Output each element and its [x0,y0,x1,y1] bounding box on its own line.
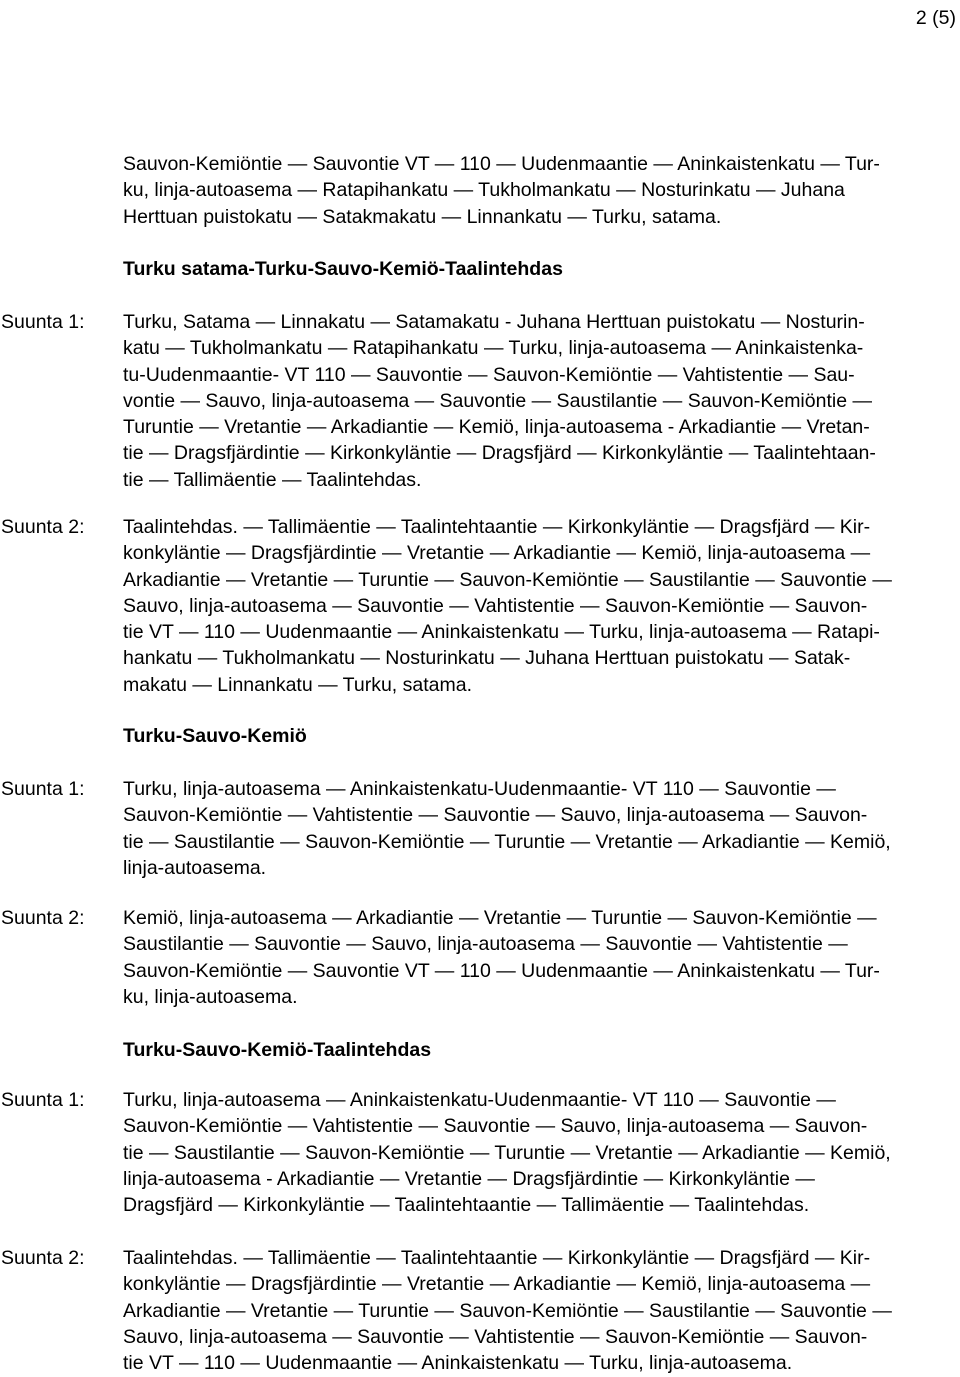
intro-paragraph [123,151,880,230]
section-heading: Turku-Sauvo-Kemiö-Taalintehdas [123,1039,432,1061]
text-line: tie VT — 110 — Uudenmaantie — Aninkaistenkatu — Turku, linja-autoasema — Ratapi- [123,621,880,644]
text-line: Taalintehdas. — Tallimäentie — Taalintehtaantie — Kirkonkyläntie — Dragsfjärd — Kir- [123,1247,871,1269]
page-number: 2 (5) [915,7,956,29]
text-line: Turku, linja-autoasema — Aninkaistenkatu-Uudenmaantie- VT 110 — Sauvontie — [123,778,836,800]
text-line: Sauvon-Kemiöntie — Sauvontie VT — 110 — Uudenmaantie — Aninkaistenkatu — Tur- [123,153,880,175]
text-line: Turku, Satama — Linnakatu — Satamakatu - Juhana Herttuan puistokatu — Nosturin- [123,311,865,333]
text-line: Sauvon-Kemiöntie — Vahtistentie — Sauvontie — Sauvo, linja-autoasema — Sauvon- [123,804,868,827]
text-line: linja-autoasema - Arkadiantie — Vretantie — Dragsfjärdintie — Kirkonkyläntie — [123,1167,815,1190]
text-line: tie VT — 110 — Uudenmaantie — Aninkaistenkatu — Turku, linja-autoasema. [123,1352,793,1375]
direction-label: Suunta 1: [1,311,85,333]
text-line: makatu — Linnankatu — Turku, satama. [123,673,473,696]
text-line: konkyläntie — Dragsfjärdintie — Vretantie — Arkadiantie — Kemiö, linja-autoasema — [123,1273,871,1296]
text-line: Saustilantie — Sauvontie — Sauvo, linja-autoasema — Sauvontie — Vahtistentie — [123,933,848,956]
text-line: Dragsfjärd — Kirkonkyläntie — Taalintehtaantie — Tallimäentie — Taalintehdas. [123,1194,810,1217]
route-description [123,905,880,1010]
text-line: tie — Dragsfjärdintie — Kirkonkyläntie — Dragsfjärd — Kirkonkyläntie — Taalintehtaan- [123,442,876,465]
text-line: Turuntie — Vretantie — Arkadiantie — Kemiö, linja-autoasema - Arkadiantie — Vretan- [123,416,870,439]
text-line: hankatu — Tukholmankatu — Nosturinkatu — Juhana Herttuan puistokatu — Satak- [123,647,851,670]
text-line: tie — Tallimäentie — Taalintehdas. [123,468,422,491]
route-description [123,514,892,698]
route-description [123,309,876,493]
direction-label: Suunta 1: [1,1089,85,1111]
text-line: Sauvon-Kemiöntie — Sauvontie VT — 110 — Uudenmaantie — Aninkaistenkatu — Tur- [123,959,880,982]
text-line: Herttuan puistokatu — Satakmakatu — Linnankatu — Turku, satama. [123,205,722,228]
section-heading: Turku satama-Turku-Sauvo-Kemiö-Taalintehdas [123,258,563,280]
route-description [123,1087,891,1218]
text-line: ku, linja-autoasema. [123,985,298,1008]
text-line: katu — Tukholmankatu — Ratapihankatu — Turku, linja-autoasema — Aninkaistenka- [123,337,864,360]
text-line: Kemiö, linja-autoasema — Arkadiantie — Vretantie — Turuntie — Sauvon-Kemiöntie — [123,907,877,929]
text-line: konkyläntie — Dragsfjärdintie — Vretantie — Arkadiantie — Kemiö, linja-autoasema — [123,542,871,565]
text-line: vontie — Sauvo, linja-autoasema — Sauvontie — Saustilantie — Sauvon-Kemiöntie — [123,389,872,412]
direction-label: Suunta 2: [1,1247,85,1269]
text-line: Arkadiantie — Vretantie — Turuntie — Sauvon-Kemiöntie — Saustilantie — Sauvontie — [123,568,892,591]
text-line: tu-Uudenmaantie- VT 110 — Sauvontie — Sauvon-Kemiöntie — Vahtistentie — Sau- [123,363,855,386]
text-line: Sauvon-Kemiöntie — Vahtistentie — Sauvontie — Sauvo, linja-autoasema — Sauvon- [123,1115,868,1138]
direction-label: Suunta 1: [1,778,85,800]
section-heading: Turku-Sauvo-Kemiö [123,725,307,747]
direction-label: Suunta 2: [1,516,85,538]
text-line: Taalintehdas. — Tallimäentie — Taalintehtaantie — Kirkonkyläntie — Dragsfjärd — Kir- [123,516,871,538]
text-line: ku, linja-autoasema — Ratapihankatu — Tukholmankatu — Nosturinkatu — Juhana [123,179,845,202]
text-line: Sauvo, linja-autoasema — Sauvontie — Vahtistentie — Sauvon-Kemiöntie — Sauvon- [123,594,868,617]
text-line: linja-autoasema. [123,856,267,879]
route-description [123,1245,892,1376]
route-description [123,776,891,881]
text-line: tie — Saustilantie — Sauvon-Kemiöntie — Turuntie — Vretantie — Arkadiantie — Kemiö, [123,1141,891,1164]
text-line: Arkadiantie — Vretantie — Turuntie — Sauvon-Kemiöntie — Saustilantie — Sauvontie — [123,1299,892,1322]
text-line: Sauvo, linja-autoasema — Sauvontie — Vahtistentie — Sauvon-Kemiöntie — Sauvon- [123,1325,868,1348]
text-line: Turku, linja-autoasema — Aninkaistenkatu-Uudenmaantie- VT 110 — Sauvontie — [123,1089,836,1111]
direction-label: Suunta 2: [1,907,85,929]
text-line: tie — Saustilantie — Sauvon-Kemiöntie — Turuntie — Vretantie — Arkadiantie — Kemiö, [123,830,891,853]
